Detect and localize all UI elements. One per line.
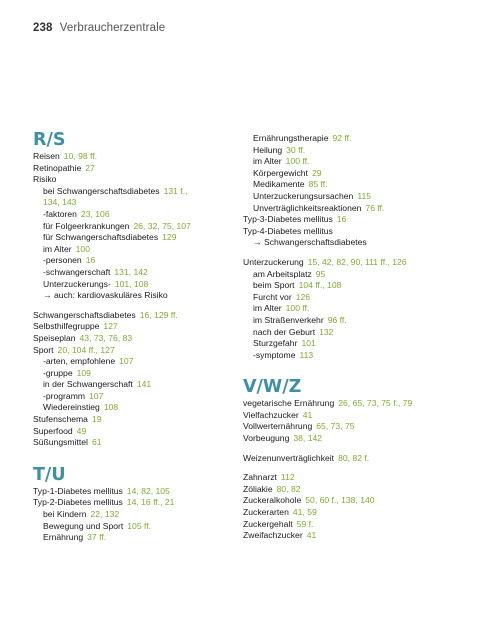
page-references: 101, 108: [114, 278, 149, 289]
index-term: Unterzuckerungs-: [43, 278, 111, 289]
index-term: -symptome: [253, 349, 296, 360]
index-entry: [243, 269, 463, 281]
index-term: vegetarische Ernährung: [243, 398, 335, 409]
index-entry: [243, 280, 463, 292]
index-entry: [243, 315, 463, 327]
index-term: Schwangerschaftsdiabetes: [33, 309, 136, 320]
running-header: [33, 22, 165, 34]
index-entry: [243, 530, 463, 542]
page-references: 16, 129 ff.: [139, 309, 178, 320]
index-term: Süßungsmittel: [33, 437, 88, 448]
page-references: 76 ff.: [365, 202, 385, 213]
index-entry: [243, 410, 463, 422]
index-entry: [33, 521, 233, 533]
page-references: 80, 82 f.: [338, 452, 370, 463]
page-references: 131, 142: [114, 266, 148, 277]
page-references: 16: [85, 255, 96, 266]
index-entry: [33, 321, 233, 333]
page-references: 80, 82: [276, 483, 301, 494]
index-entry: [33, 186, 233, 198]
page-references: 109: [76, 367, 91, 378]
index-entry: [243, 495, 463, 507]
index-entry: [243, 398, 463, 410]
index-term: im Alter: [253, 156, 282, 167]
index-column-right: [243, 133, 463, 542]
index-term: → auch: kardiovaskuläres Risiko: [43, 290, 168, 301]
page-references: 126: [295, 291, 311, 302]
index-entry: [33, 310, 233, 322]
index-entry: [33, 333, 233, 345]
index-term: -faktoren: [43, 208, 77, 219]
page-references: 59 f.: [296, 518, 314, 529]
index-entry: [243, 292, 463, 304]
index-term: -programm: [43, 390, 86, 401]
index-entry: [243, 484, 463, 496]
page-references: 85 ff.: [308, 179, 328, 190]
page-references: 30 ff.: [286, 144, 306, 155]
page-references: 127: [103, 321, 118, 332]
page-references: 100 ff.: [285, 303, 310, 314]
index-term: -arten, empfohlene: [43, 356, 116, 367]
page-references: 101: [301, 338, 316, 349]
index-entry: [243, 133, 463, 145]
index-entry: [33, 509, 233, 521]
index-entry: [243, 472, 463, 484]
page-references: 61: [91, 437, 102, 448]
entry-spacer: [243, 249, 463, 257]
index-term: Sport: [33, 344, 54, 355]
page-references: 41: [302, 409, 313, 420]
index-term: Unverträglichkeitsreaktionen: [253, 202, 362, 213]
index-entry: [243, 257, 463, 269]
index-term: → Schwangerschaftsdiabetes: [253, 237, 367, 248]
index-entry: [243, 453, 463, 465]
index-entry: [243, 168, 463, 180]
index-term: im Alter: [253, 303, 282, 314]
page-references: 19: [91, 414, 102, 425]
index-term: Unterzuckerungsursachen: [253, 190, 354, 201]
index-entry: [243, 145, 463, 157]
page-references: 65, 73, 75: [316, 421, 355, 432]
index-term: Zöliakie: [243, 483, 273, 494]
section-heading: V/W/Z: [243, 377, 302, 398]
page-references: 108: [103, 402, 119, 413]
page-references: 14, 82, 105: [126, 485, 170, 496]
page-references: 104 ff., 108: [298, 280, 342, 291]
index-term: Vollwerternährung: [243, 421, 313, 432]
index-entry: [33, 497, 233, 509]
index-term: Ernährung: [43, 532, 84, 543]
index-entry: [243, 421, 463, 433]
index-entry: [243, 156, 463, 168]
page-references: 107: [89, 390, 104, 401]
index-entry: [33, 279, 233, 291]
index-term: Typ-2-Diabetes mellitus: [33, 497, 123, 508]
page-references: 50, 60 f., 138, 140: [305, 495, 375, 506]
index-entry: [33, 345, 233, 357]
index-entry: [243, 191, 463, 203]
entry-spacer: [243, 445, 463, 453]
page-references: 26, 32, 75, 107: [133, 220, 191, 231]
page-references: 100 ff.: [285, 156, 310, 167]
page-number: 238: [33, 22, 53, 34]
index-term: Zuckerarten: [243, 507, 289, 518]
index-entry: [243, 519, 463, 531]
page-references: 113: [299, 349, 314, 360]
index-entry: [243, 303, 463, 315]
index-term: für Schwangerschaftsdiabetes: [43, 232, 159, 243]
page-references: 92 ff.: [332, 133, 352, 143]
page-references: 14, 16 ff., 21: [126, 497, 175, 508]
index-term: bei Schwangerschaftsdiabetes: [43, 185, 160, 196]
index-entry: [33, 414, 233, 426]
index-entry: [33, 232, 233, 244]
index-term: Zuckeralkohole: [243, 495, 302, 506]
page-references: 105 ff.: [127, 520, 152, 531]
page-references: 107: [119, 356, 134, 367]
page-references: 15, 42, 82, 90, 111 ff., 126: [307, 256, 407, 267]
index-term: für Folgeerkrankungen: [43, 220, 130, 231]
index-term: Reisen: [33, 151, 60, 161]
entry-spacer: [243, 464, 463, 472]
page-references: 27: [85, 162, 95, 173]
page-references: 22, 132: [90, 509, 120, 520]
page-references: 26, 65, 73, 75 f., 79: [338, 398, 413, 409]
index-entry: [243, 327, 463, 339]
index-entry: [33, 290, 233, 302]
index-entry: [33, 356, 233, 368]
index-term: Bewegung und Sport: [43, 520, 124, 531]
index-entry: [243, 507, 463, 519]
index-term: Furcht vor: [253, 291, 292, 302]
index-entry: [33, 174, 233, 186]
index-section: [243, 377, 463, 542]
index-entry: [243, 203, 463, 215]
page-references: 115: [357, 190, 372, 201]
index-entry: [33, 209, 233, 221]
index-entry: [33, 402, 233, 414]
index-term: Sturzgefahr: [253, 338, 298, 349]
page-references: 112: [280, 472, 295, 483]
index-entry: [33, 255, 233, 267]
entry-spacer: [33, 302, 233, 310]
index-term: Stufenschema: [33, 414, 88, 425]
index-entry: [243, 350, 463, 362]
index-term: Superfood: [33, 425, 73, 436]
index-entry: [243, 433, 463, 445]
index-term: am Arbeitsplatz: [253, 268, 312, 279]
section-heading: R/S: [33, 130, 66, 150]
section-heading: T/U: [33, 464, 66, 485]
page-references: 100: [75, 243, 90, 254]
page-references: 37 ff.: [87, 532, 107, 543]
index-term: Vielfachzucker: [243, 409, 299, 420]
index-term: Speiseplan: [33, 332, 76, 343]
index-entry: [33, 532, 233, 544]
index-entry: [33, 244, 233, 256]
running-title: Verbraucherzentrale: [59, 22, 166, 34]
index-term: Risiko: [33, 174, 57, 185]
index-term: -personen: [43, 255, 82, 266]
index-entry: [243, 338, 463, 350]
index-term: Typ-3-Diabetes mellitus: [243, 214, 333, 225]
page-references: 20, 104 ff., 127: [57, 344, 115, 355]
index-entry: [33, 267, 233, 279]
page-references: 16: [336, 214, 347, 225]
index-term: Typ-4-Diabetes mellitus: [243, 225, 333, 236]
index-term: in der Schwangerschaft: [43, 379, 133, 390]
page-references: 132: [319, 326, 334, 337]
index-entry: [33, 221, 233, 233]
page-references: 96 ff.: [327, 314, 347, 325]
page-references: 141: [136, 379, 152, 390]
index-term: Wiedereinstieg: [43, 402, 100, 413]
index-term: beim Sport: [253, 280, 295, 291]
index-entry: [243, 214, 463, 226]
index-entry: [33, 368, 233, 380]
index-entry: [33, 391, 233, 403]
index-term: Medikamente: [253, 179, 305, 190]
index-term: Weizenunverträglichkeit: [243, 452, 335, 463]
index-entry: [33, 437, 233, 449]
page-references: 131 f.,: [163, 185, 188, 196]
index-term: -gruppe: [43, 367, 73, 378]
section-spacer: [33, 449, 233, 465]
index-term: Typ-1-Diabetes mellitus: [33, 485, 123, 496]
index-term: Vorbeugung: [243, 433, 290, 444]
page-references: 10, 98 ff.: [63, 151, 98, 161]
page-references: 49: [76, 425, 87, 436]
index-section: [33, 465, 233, 544]
index-section: [33, 130, 233, 449]
index-term: -schwangerschaft: [43, 266, 111, 277]
index-term: Zahnarzt: [243, 472, 277, 483]
index-entry: [33, 151, 233, 163]
index-term: Selbsthilfegruppe: [33, 321, 100, 332]
page-references: 41, 59: [292, 507, 317, 518]
index-entry: [33, 379, 233, 391]
index-entry: [33, 163, 233, 175]
index-term: bei Kindern: [43, 509, 87, 520]
index-term: Zuckergehalt: [243, 518, 293, 529]
index-term: im Alter: [43, 243, 72, 254]
index-term: Körpergewicht: [253, 167, 308, 178]
page-references: 41: [306, 530, 317, 541]
index-entry: [243, 237, 463, 249]
page-references: 23, 106: [80, 208, 110, 219]
page-references: 29: [311, 167, 322, 178]
index-term: Retinopathie: [33, 162, 82, 173]
index-entry: [243, 226, 463, 238]
page-references: 95: [315, 268, 326, 279]
index-entry: [33, 426, 233, 438]
section-spacer: [243, 361, 463, 377]
index-column-left: [33, 130, 233, 544]
page-references: 43, 73, 76, 83: [79, 332, 133, 343]
index-entry: [33, 486, 233, 498]
index-section: [243, 133, 463, 361]
index-term: Heilung: [253, 144, 283, 155]
page-references: 129: [162, 232, 177, 243]
page-references: 38, 142: [293, 433, 323, 444]
index-entry: [33, 197, 233, 209]
index-term: Zweifachzucker: [243, 530, 303, 541]
index-term: im Straßenverkehr: [253, 314, 324, 325]
index-entry: [243, 179, 463, 191]
index-term: Unterzuckerung: [243, 256, 304, 267]
index-term: nach der Geburt: [253, 326, 316, 337]
page-references: 134, 143: [43, 197, 77, 208]
index-term: Ernährungstherapie: [253, 133, 329, 143]
